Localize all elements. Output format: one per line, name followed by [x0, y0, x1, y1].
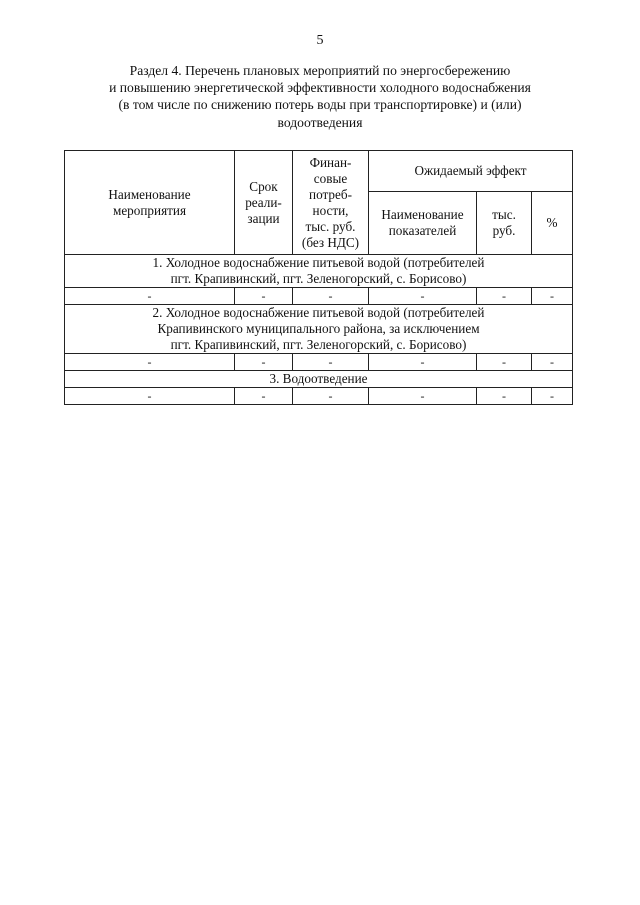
- header-line: тыс.: [492, 207, 516, 222]
- section-1-title: [65, 255, 573, 288]
- section-2-title: [65, 305, 573, 354]
- title-line: Раздел 4. Перечень плановых мероприятий по энергосбережению: [129, 63, 511, 78]
- header-line: тыс. руб.: [305, 218, 356, 234]
- table-row: [65, 354, 573, 371]
- section-title-line: пгт. Крапивинский, пгт. Зеленогорский, с. Борисово): [170, 337, 467, 352]
- table-cell: -: [235, 354, 293, 371]
- section-title-line: пгт. Крапивинский, пгт. Зеленогорский, с. Борисово): [170, 271, 467, 286]
- header-line: (без НДС): [301, 234, 360, 250]
- header-line: зации: [247, 210, 280, 226]
- title-line: водоотведения: [277, 114, 363, 130]
- table-cell: -: [532, 354, 573, 371]
- section-title-line: Крапивинского муниципального района, за исключением: [157, 321, 480, 336]
- table-row: [65, 288, 573, 305]
- header-percent: %: [532, 192, 573, 255]
- table-cell: -: [65, 354, 235, 371]
- table-cell: -: [477, 288, 532, 305]
- section-title: [60, 62, 580, 131]
- table-cell: -: [65, 288, 235, 305]
- table-cell: -: [532, 288, 573, 305]
- table-cell: -: [477, 388, 532, 405]
- table-cell: -: [532, 388, 573, 405]
- table-cell: -: [65, 388, 235, 405]
- header-period: [235, 151, 293, 255]
- header-line: ности,: [312, 202, 349, 218]
- header-line: Наименование: [381, 207, 464, 222]
- table-cell: -: [477, 354, 532, 371]
- section-3-title: [65, 371, 573, 388]
- header-finance: [293, 151, 369, 255]
- table-cell: -: [293, 288, 369, 305]
- header-line: мероприятия: [112, 202, 187, 218]
- header-line: реали-: [245, 194, 282, 210]
- title-line: и повышению энергетической эффективности холодного водоснабжения: [109, 80, 531, 96]
- table-cell: -: [293, 388, 369, 405]
- table-cell: -: [293, 354, 369, 371]
- header-line: Наименование: [108, 186, 191, 202]
- title-line: (в том числе по снижению потерь воды при транспортировке) и (или): [118, 97, 522, 113]
- header-line: Финан-: [309, 154, 352, 170]
- table-cell: -: [235, 388, 293, 405]
- table-cell: -: [369, 388, 477, 405]
- header-expected-effect: Ожидаемый эффект: [369, 151, 573, 192]
- measures-table: [64, 150, 573, 405]
- table-row: [65, 388, 573, 405]
- table-cell: -: [369, 354, 477, 371]
- header-measure-name: [65, 151, 235, 255]
- header-indicator-name: [369, 192, 477, 255]
- page-number: 5: [316, 33, 324, 48]
- table-cell: -: [369, 288, 477, 305]
- section-title-line: 1. Холодное водоснабжение питьевой водой (потребителей: [152, 255, 485, 270]
- section-title-line: 2. Холодное водоснабжение питьевой водой (потребителей: [152, 305, 485, 320]
- table-cell: -: [235, 288, 293, 305]
- section-title-line: 3. Водоотведение: [269, 371, 368, 386]
- header-line: совые: [313, 170, 348, 186]
- header-thousand-rub: [477, 192, 532, 255]
- header-line: руб.: [492, 223, 516, 238]
- header-line: показателей: [388, 223, 457, 238]
- header-line: потреб-: [309, 186, 352, 202]
- header-line: Срок: [249, 178, 278, 194]
